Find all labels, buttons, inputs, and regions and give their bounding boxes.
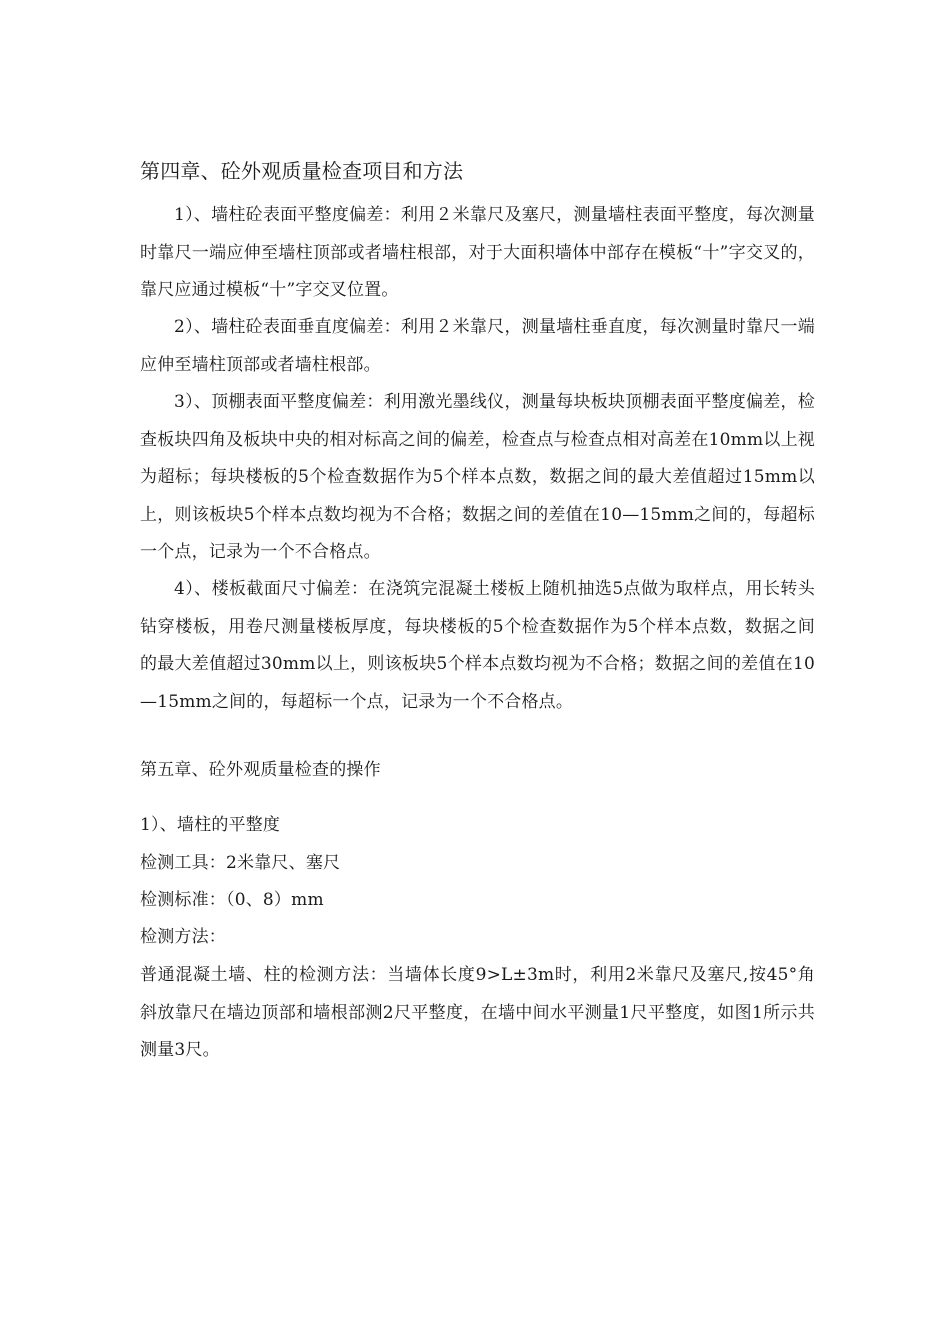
chapter5-title: 第五章、砼外观质量检查的操作 bbox=[140, 760, 381, 780]
detection-method-label: 检测方法： bbox=[140, 927, 226, 947]
detection-method-text: 普通混凝土墙、柱的检测方法：当墙体长度9>L±3m时，利用2米靠尺及塞尺,按45°角斜放靠尺在墙边顶部和墙根部测2尺平整度，在墙中间水平测量1尺平整度，如图1所示共测量3尺。 bbox=[140, 965, 815, 1060]
chapter4-title: 第四章、砼外观质量检查项目和方法 bbox=[140, 159, 464, 183]
detection-tool: 检测工具：2米靠尺、塞尺 bbox=[140, 853, 341, 873]
detection-standard: 检测标准：（0、8）mm bbox=[140, 890, 324, 910]
chapter4-item-2: 2）、墙柱砼表面垂直度偏差：利用２米靠尺，测量墙柱垂直度，每次测量时靠尺一端应伸至墙柱顶部或者墙柱根部。 bbox=[140, 317, 815, 375]
chapter4-item-1: 1）、墙柱砼表面平整度偏差：利用２米靠尺及塞尺，测量墙柱表面平整度，每次测量时靠尺一端应伸至墙柱顶部或者墙柱根部，对于大面积墙体中部存在模板“十”字交叉的，靠尺应通过模板“十”字交叉位置。 bbox=[140, 205, 815, 300]
chapter4-item-3: 3）、顶棚表面平整度偏差：利用激光墨线仪，测量每块板块顶棚表面平整度偏差，检查板块四角及板块中央的相对标高之间的偏差，检查点与检查点相对高差在10mm以上视为超标；每块楼板的5个检查数据作为5个样本点数，数据之间的最大差值超过15mm以上，则该板块5个样本点数均视为不合格；数据之间的差值在10—15mm之间的，每超标一个点，记录为一个不合格点。 bbox=[140, 392, 815, 562]
chapter5-subtitle: 1）、墙柱的平整度 bbox=[140, 815, 281, 835]
chapter4-item-4: 4）、楼板截面尺寸偏差：在浇筑完混凝土楼板上随机抽选5点做为取样点，用长转头钻穿楼板，用卷尺测量楼板厚度，每块楼板的5个检查数据作为5个样本点数，数据之间的最大差值超过30mm以上，则该板块5个样本点数均视为不合格；数据之间的差值在10—15mm之间的，每超标一个点，记录为一个不合格点。 bbox=[140, 579, 815, 712]
